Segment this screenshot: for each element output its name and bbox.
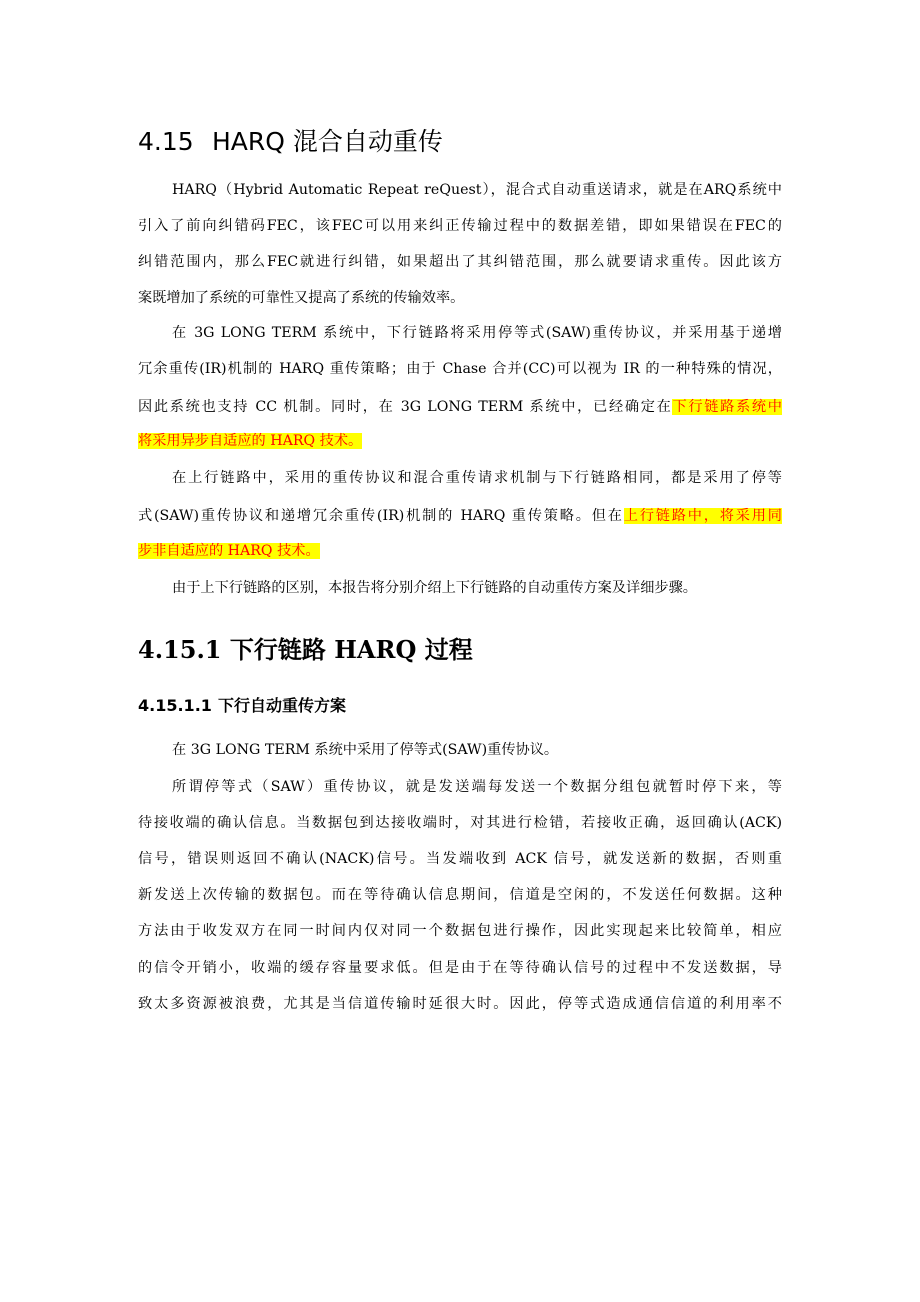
- saw-line-1: 所谓停等式（SAW）重传协议，就是发送端每发送一个数据分组包就暂时停下来，等: [172, 779, 782, 795]
- saw-line-7: 致太多资源被浪费，尤其是当信道传输时延很大时。因此，停等式造成通信信道的利用率不: [138, 996, 782, 1012]
- section-number: 4.15: [138, 127, 194, 156]
- intro-line-3: 纠错范围内，那么FEC就进行纠错，如果超出了其纠错范围，那么就要请求重传。因此该方: [138, 254, 782, 270]
- subsection-title: 下行链路 HARQ 过程: [229, 635, 473, 664]
- uplink-line-2-text: 式(SAW)重传协议和递增冗余重传(IR)机制的 HARQ 重传策略。但在: [138, 508, 624, 524]
- saw-line-6: 的信令开销小，收端的缓存容量要求低。但是由于在等待确认信号的过程中不发送数据，导: [138, 960, 782, 976]
- section-title: HARQ 混合自动重传: [212, 127, 443, 156]
- saw-line-5: 方法由于收发双方在同一时间内仅对同一个数据包进行操作，因此实现起来比较简单，相应: [138, 923, 782, 939]
- intro-line-2: 引入了前向纠错码FEC，该FEC可以用来纠正传输过程中的数据差错，即如果错误在FEC的: [138, 218, 782, 234]
- highlighted-text: 上行链路中，将采用同: [623, 508, 782, 524]
- section-heading: [138, 124, 443, 160]
- saw-line-2: 待接收端的确认信息。当数据包到达接收端时，对其进行检错，若接收正确，返回确认(ACK): [138, 815, 782, 831]
- subsubsection-heading: [138, 693, 346, 719]
- saw-intro-paragraph: 在 3G LONG TERM 系统中采用了停等式(SAW)重传协议。: [172, 742, 559, 758]
- saw-line-4: 新发送上次传输的数据包。而在等待确认信息期间，信道是空闲的，不发送任何数据。这种: [138, 887, 782, 903]
- subsubsection-number: 4.15.1.1: [138, 696, 212, 715]
- intro-line-1: HARQ（Hybrid Automatic Repeat reQuest），混合式自动重送请求，就是在ARQ系统中: [172, 182, 782, 198]
- saw-line-3: 信号，错误则返回不确认(NACK)信号。当发端收到 ACK 信号，就发送新的数据，否则重: [138, 851, 782, 867]
- subsubsection-title: 下行自动重传方案: [218, 696, 347, 715]
- downlink-line-3-text: 因此系统也支持 CC 机制。同时，在 3G LONG TERM 系统中，已经确定在: [138, 399, 673, 415]
- highlighted-text: 步非自适应的 HARQ 技术。: [138, 543, 320, 559]
- uplink-line-1: 在上行链路中，采用的重传协议和混合重传请求机制与下行链路相同，都是采用了停等: [172, 470, 782, 486]
- intro-line-4: 案既增加了系统的可靠性又提高了系统的传输效率。: [138, 290, 465, 306]
- highlighted-text: 将采用异步自适应的 HARQ 技术。: [138, 433, 363, 449]
- highlighted-text: 下行链路系统中: [672, 399, 782, 415]
- downlink-line-4: [138, 426, 782, 456]
- uplink-line-3: [138, 536, 782, 566]
- downlink-line-1: 在 3G LONG TERM 系统中，下行链路将采用停等式(SAW)重传协议，并采用基于递增: [172, 325, 782, 341]
- downlink-line-3: [138, 392, 782, 422]
- summary-paragraph: 由于上下行链路的区别，本报告将分别介绍上下行链路的自动重传方案及详细步骤。: [172, 580, 697, 596]
- downlink-line-2: 冗余重传(IR)机制的 HARQ 重传策略；由于 Chase 合并(CC)可以视为 IR 的一种特殊的情况，: [138, 361, 782, 377]
- uplink-line-2: [138, 501, 782, 531]
- subsection-heading: [138, 632, 473, 668]
- subsection-number: 4.15.1: [138, 635, 222, 664]
